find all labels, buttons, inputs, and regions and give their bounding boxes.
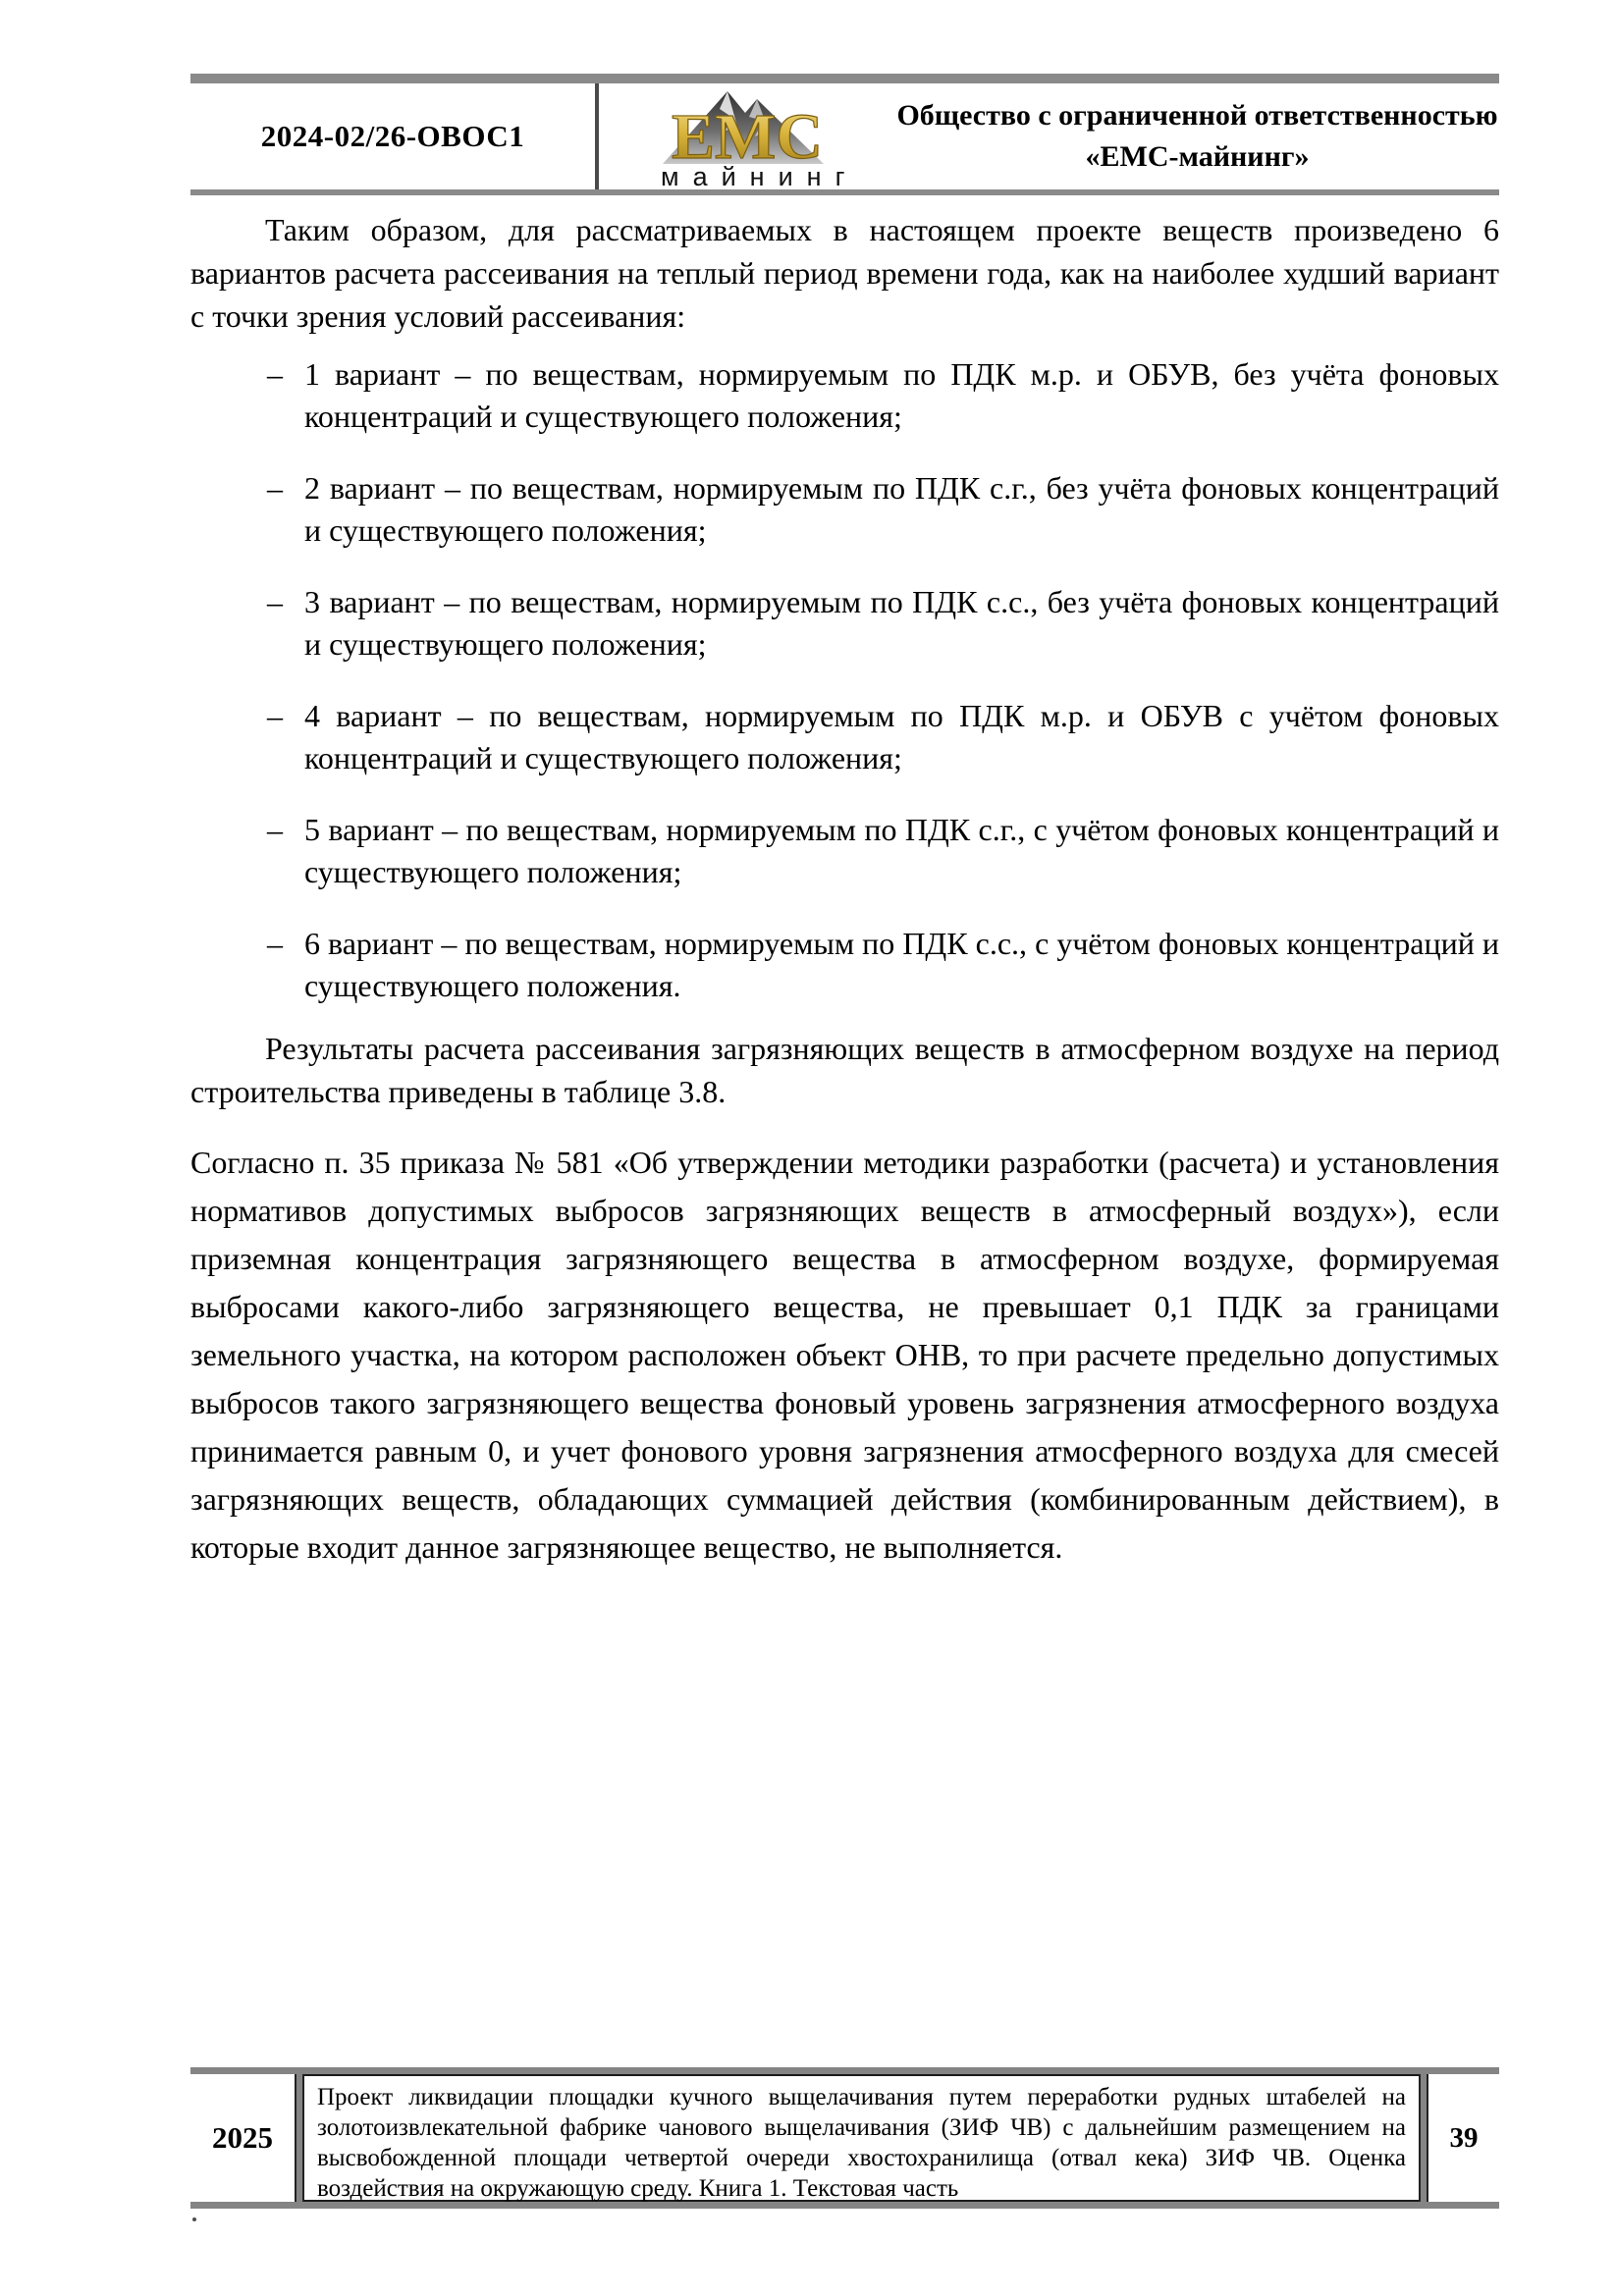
variant-4-text: 4 вариант – по веществам, нормируемым по ПДК м.р. и ОБУВ с учётом фоновых концентраций и существующего положения; (304, 698, 1499, 775)
footer-table (190, 2074, 1499, 2209)
list-item-variant-1 (190, 353, 1499, 438)
paragraph-note: Согласно п. 35 приказа № 581 «Об утверждении методики разработки (расчета) и установления нормативов допустимых выбросов загрязняющих веществ в атмосферный воздух»), если приземная концентрация загрязняющего вещества в атмосферном воздухе, формируемая выбросами какого-либо загрязняющего вещества, не превышает 0,1 ПДК за границами земельного участка, на котором расположен объект ОНВ, то при расчете предельно допустимых выбросов такого загрязняющего вещества фоновый уровень загрязнения атмосферного воздуха принимается равным 0, и учет фонового уровня загрязнения атмосферного воздуха для смесей загрязняющих веществ, обладающих суммацией действия (комбинированным действием), в которые входит данное загрязняющее вещество, не выполняется. (190, 1145, 1499, 1565)
document-body (190, 208, 1499, 1572)
paragraph-results: Результаты расчета рассеивания загрязняющих веществ в атмосферном воздухе на период строительства приведены в таблице 3.8. (190, 1031, 1499, 1109)
variants-list (190, 353, 1499, 1007)
list-dash-marker: – (267, 584, 283, 619)
logo-emc-text: ЕМС (672, 101, 823, 173)
list-dash-marker: – (267, 470, 283, 506)
scan-artifact-dot (192, 2217, 196, 2221)
list-item-variant-3 (190, 581, 1499, 666)
company-name-line2: «ЕМС-майнинг» (1085, 140, 1310, 173)
logo-mining-text: майнинг (661, 162, 859, 189)
paragraph-intro: Таким образом, для рассматриваемых в настоящем проекте веществ произведено 6 вариантов расчета рассеивания на теплый период времени года, как на наиболее худший вариант с точки зрения условий рассеивания: (190, 212, 1499, 334)
footer-year: 2025 (212, 2120, 273, 2155)
company-name-line1: Общество с ограниченной ответственностью (896, 99, 1498, 132)
list-dash-marker: – (267, 698, 283, 733)
list-item-variant-2 (190, 467, 1499, 552)
variant-1-text: 1 вариант – по веществам, нормируемым по ПДК м.р. и ОБУВ, без учёта фоновых концентраций и существующего положения; (304, 356, 1499, 434)
list-dash-marker: – (267, 812, 283, 847)
list-dash-marker: – (267, 356, 283, 392)
list-item-variant-6 (190, 923, 1499, 1007)
footer-project-description: Проект ликвидации площадки кучного выщелачивания путем переработки рудных штабелей на золотоизвлекательной фабрике чанового выщелачивания (ЗИФ ЧВ) с дальнейшим размещением на высвобожденной площади четвертой очереди хвостохранилища (отвал кека) ЗИФ ЧВ. Оценка воздействия на окружающую среду. Книга 1. Текстовая часть (304, 2074, 1419, 2202)
variant-6-text: 6 вариант – по веществам, нормируемым по ПДК с.с., с учётом фоновых концентраций и существующего положения. (304, 926, 1499, 1003)
page-number: 39 (1449, 2121, 1479, 2154)
variant-2-text: 2 вариант – по веществам, нормируемым по ПДК с.г., без учёта фоновых концентраций и существующего положения; (304, 470, 1499, 548)
list-dash-marker: – (267, 926, 283, 961)
list-item-variant-5 (190, 809, 1499, 893)
footer-divider-right (1419, 2074, 1428, 2202)
header-top-rule (190, 74, 1499, 83)
variant-5-text: 5 вариант – по веществам, нормируемым по ПДК с.г., с учётом фоновых концентраций и существующего положения; (304, 812, 1499, 889)
emc-mining-logo-icon (602, 87, 892, 189)
company-name (895, 83, 1499, 189)
variant-3-text: 3 вариант – по веществам, нормируемым по ПДК с.с., без учёта фоновых концентраций и существующего положения; (304, 584, 1499, 662)
company-logo (599, 83, 895, 189)
page-header (190, 74, 1499, 195)
list-item-variant-4 (190, 695, 1499, 779)
page-footer (190, 2067, 1499, 2209)
footer-divider-left (295, 2074, 304, 2202)
document-number: 2024-02/26-ОВОС1 (190, 83, 599, 189)
footer-top-rule (190, 2067, 1499, 2074)
header-table (190, 83, 1499, 195)
